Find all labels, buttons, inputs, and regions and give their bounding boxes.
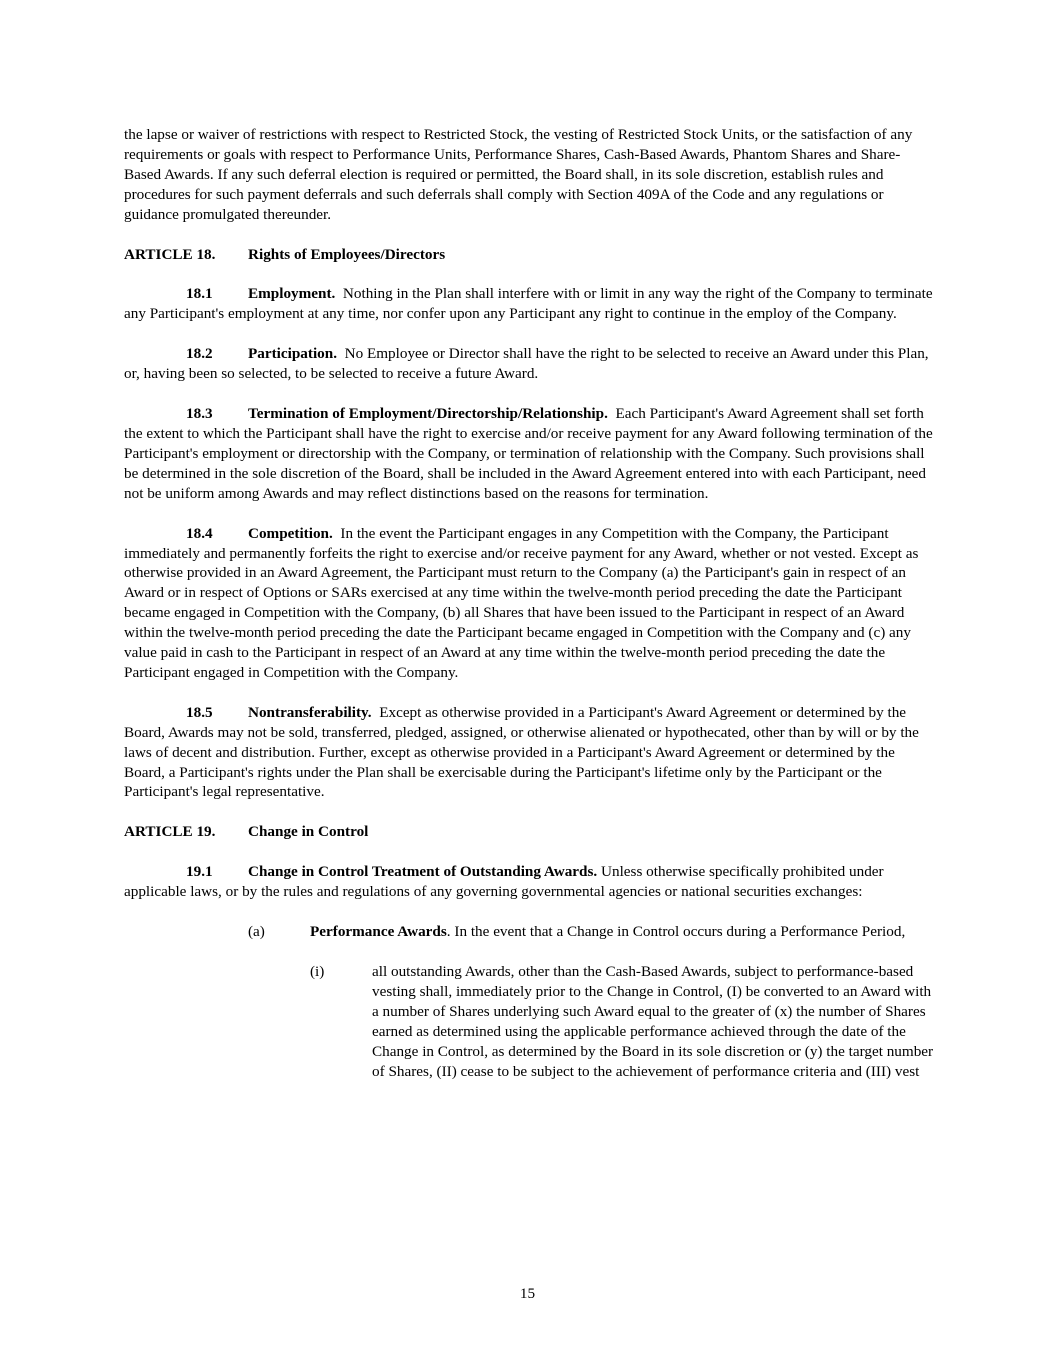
item-i-label: (i) — [310, 963, 325, 980]
article-19-number: ARTICLE 19. — [124, 823, 216, 841]
article-18-title: Rights of Employees/Directors — [248, 245, 446, 263]
intro-paragraph: the lapse or waiver of restrictions with respect to Restricted Stock, the vesting of Restricted Stock Units, or the satisfaction of any requirements or goals with respect to Performance Units, Performance Shares, Cash-Based Awards, Phantom Shares and Share-Based Awards. If any such deferral election is required or permitted, the Board shall, in its sole discretion, establish rules and procedures for such payment deferrals and such deferrals shall comply with Section 409A of the Code and any regulations or guidance promulgated thereunder. — [124, 126, 913, 223]
section-19-1 — [124, 862, 934, 902]
article-18-number: ARTICLE 18. — [124, 245, 216, 263]
section-18-5-title: Nontransferability. — [248, 703, 372, 721]
item-a-text: . In the event that a Change in Control occurs during a Performance Period, — [446, 923, 906, 941]
document-page — [124, 125, 934, 1081]
section-18-1-text: Nothing in the Plan shall interfere with or limit in any way the right of the Company to terminate any Participant's employment at any time, nor confer upon any Participant any right to continue in the employ of the Company. — [124, 285, 933, 323]
section-18-2 — [124, 344, 934, 384]
article-18-heading — [124, 245, 934, 265]
section-18-3-number: 18.3 — [186, 405, 213, 423]
section-18-2-number: 18.2 — [186, 345, 213, 363]
section-18-4-text: In the event the Participant engages in any Competition with the Company, the Participant immediately and permanently forfeits the right to exercise and/or receive payment for any Award, whether or not vested. Except as otherwise provided in an Award Agreement, the Participant must return to the Company (a) the Participant's gain in respect of an Award or in respect of Options or SARs exercised at any time within the twelve-month period preceding the date the Participant became engaged in Competition with the Company, (b) all Shares that have been issued to the Participant in respect of an Award within the twelve-month period preceding the date the Participant became engaged in Competition with the Company and (c) any value paid in cash to the Participant in respect of an Award at any time within the twelve-month period preceding the date the Participant engaged in Competition with the Company. — [124, 524, 919, 681]
section-18-1-number: 18.1 — [186, 285, 213, 303]
section-19-1-title: Change in Control Treatment of Outstanding Awards. — [248, 863, 598, 881]
item-a-title: Performance Awards — [310, 923, 447, 941]
section-18-1-title: Employment. — [248, 285, 336, 303]
item-i — [124, 962, 934, 1081]
article-19-sections — [124, 862, 934, 902]
section-18-4-title: Competition. — [248, 524, 333, 542]
section-18-2-text: No Employee or Director shall have the right to be selected to receive an Award under this Plan, or, having been so selected, to be selected to receive a future Award. — [124, 345, 929, 383]
section-18-5-text: Except as otherwise provided in a Participant's Award Agreement or determined by the Board, Awards may not be sold, transferred, pledged, assigned, or otherwise alienated or hypothecated, other than by will or by the laws of decent and distribution. Further, except as otherwise provided in a Participant's Award Agreement or determined by the Board, a Participant's rights under the Plan shall be exercisable during the Participant's lifetime only by the Participant or the Participant's legal representative. — [124, 703, 919, 801]
section-18-4-number: 18.4 — [186, 524, 213, 542]
section-18-5 — [124, 703, 934, 803]
section-18-4 — [124, 524, 934, 683]
section-18-3 — [124, 404, 934, 504]
section-18-3-text: Each Participant's Award Agreement shall set forth the extent to which the Participant shall have the right to exercise and/or receive payment for any Award following termination of the Participant's employment or directorship with the Company, or termination of relationship with the Company. Such provisions shall be determined in the sole discretion of the Board, shall be included in the Award Agreement entered into with each Participant, need not be uniform among Awards and may reflect distinctions based on the reasons for termination. — [124, 405, 933, 502]
item-a-label: (a) — [248, 923, 265, 941]
section-18-1 — [124, 284, 934, 324]
page-number: 15 — [519, 1285, 536, 1302]
section-18-5-number: 18.5 — [186, 703, 213, 721]
section-18-3-title: Termination of Employment/Directorship/Relationship. — [248, 405, 608, 423]
article-18-sections — [124, 284, 934, 802]
section-19-1-number: 19.1 — [186, 863, 213, 881]
section-18-2-title: Participation. — [248, 345, 338, 363]
item-a — [124, 922, 934, 942]
section-19-1-text: Unless otherwise specifically prohibited under applicable laws, or by the rules and regulations of any governing governmental agencies or national securities exchanges: — [124, 863, 884, 901]
article-19-title: Change in Control — [248, 823, 369, 841]
item-i-text: all outstanding Awards, other than the Cash-Based Awards, subject to performance-based vesting shall, immediately prior to the Change in Control, (I) be converted to an Award with a number of Shares underlying such Award equal to the greater of (x) the number of Shares earned as determined using the applicable performance achieved through the date of the Change in Control, as determined by the Board in its sole discretion or (y) the target number of Shares, (II) cease to be subject to the achievement of performance criteria and (III) vest — [372, 963, 934, 1080]
article-19-heading — [124, 822, 934, 842]
